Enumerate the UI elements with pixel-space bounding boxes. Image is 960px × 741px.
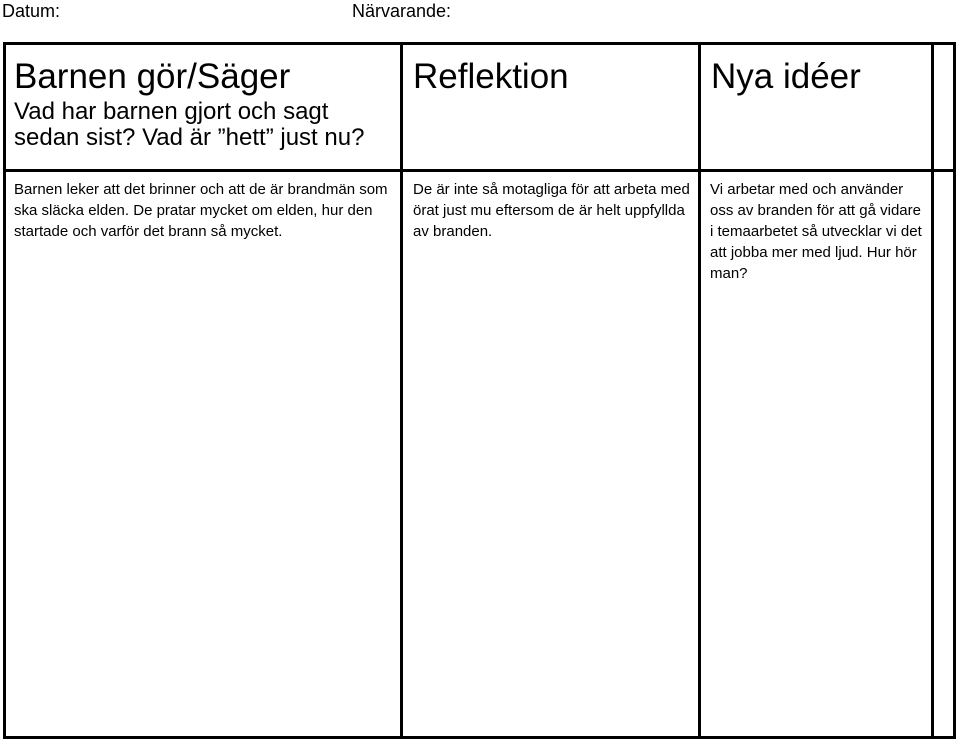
column-title-barnen: Barnen gör/Säger	[14, 57, 291, 96]
column-title-nya-ideer: Nya idéer	[711, 57, 861, 96]
header-barnen	[6, 45, 403, 172]
body-text-barnen: Barnen leker att det brinner och att de är brandmän som ska släcka elden. De pratar mycket om elden, hur den startade och varför det brann så mycket.	[14, 181, 388, 240]
header-nya-ideer	[701, 45, 934, 172]
body-text-reflektion: De är inte så motagliga för att arbeta med örat just mu eftersom de är helt uppfyllda av branden.	[413, 181, 690, 240]
body-text-nya-ideer: Vi arbetar med och använder oss av branden för att gå vidare i temaarbetet så utvecklar vi det att jobba mer med ljud. Hur hör man?	[710, 181, 922, 282]
datum-label: Datum:	[2, 1, 61, 21]
column-subtitle-barnen: Vad har barnen gjort och sagt sedan sist? Vad är ”hett” just nu?	[14, 98, 365, 151]
planning-table	[3, 42, 956, 739]
cell-nya-ideer	[701, 172, 934, 736]
narvarande-label: Närvarande:	[352, 1, 452, 21]
cell-extra	[934, 172, 953, 736]
cell-barnen	[6, 172, 403, 736]
cell-reflektion	[403, 172, 701, 736]
column-title-reflektion: Reflektion	[413, 57, 569, 96]
header-reflektion	[403, 45, 701, 172]
header-extra	[934, 45, 953, 172]
